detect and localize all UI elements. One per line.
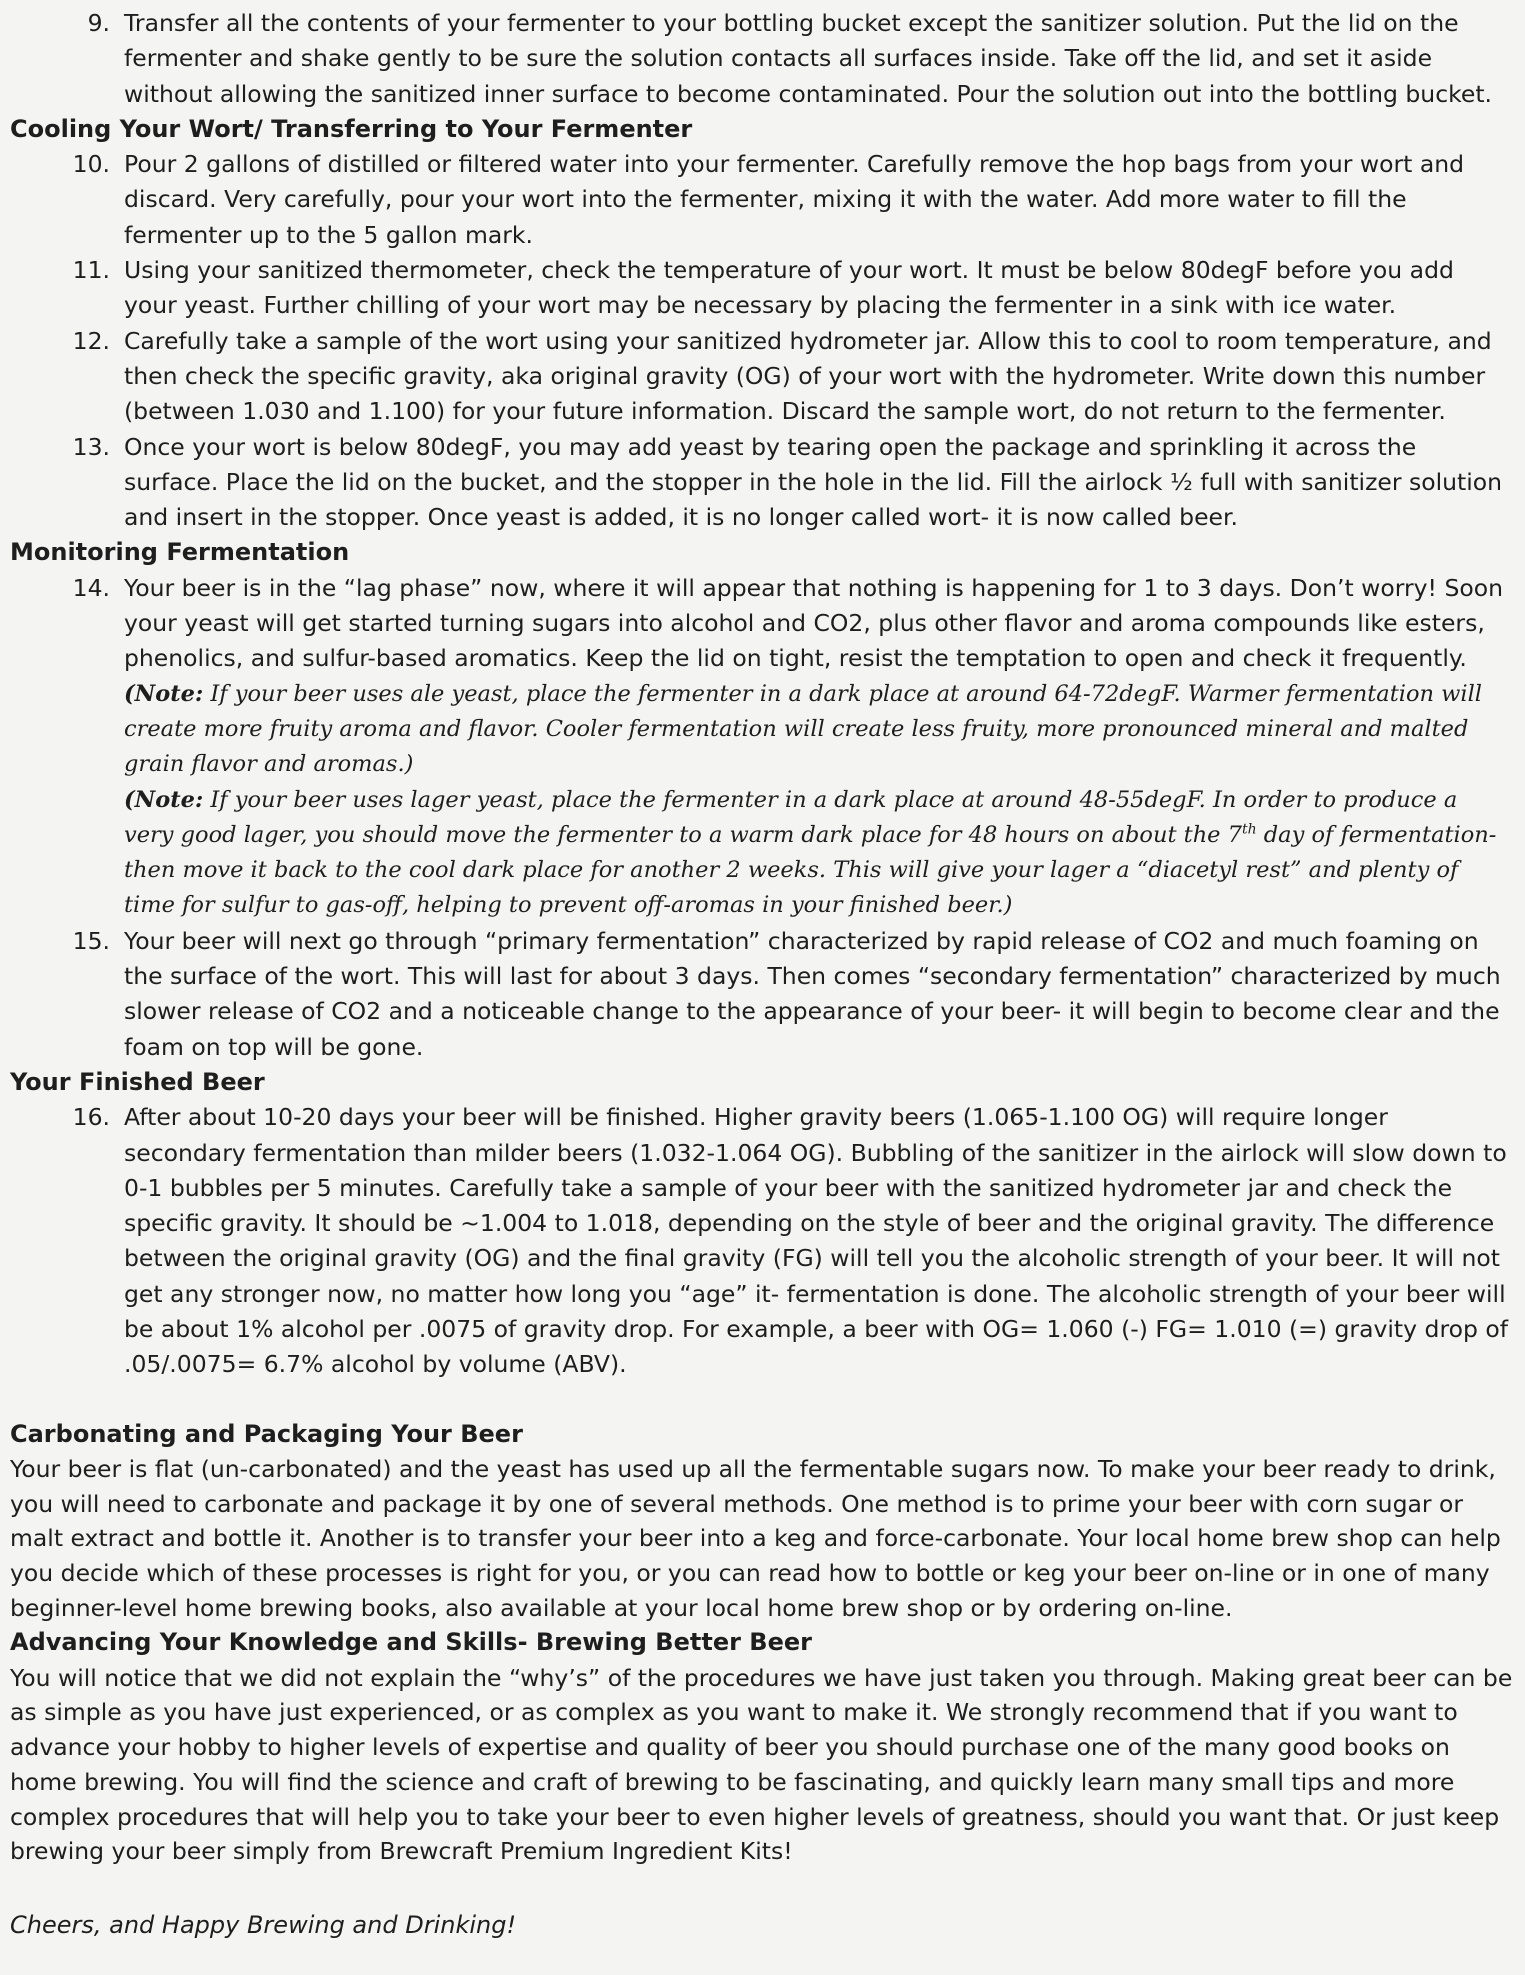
- document-page: [10, 6, 1515, 1943]
- step-number: 12.: [72, 326, 110, 355]
- note-open-paren: (: [124, 680, 135, 707]
- section-heading-monitoring: Monitoring Fermentation: [10, 538, 350, 567]
- closing-line: Cheers, and Happy Brewing and Drinking!: [10, 1910, 517, 1939]
- note-label: Note:: [134, 680, 204, 707]
- section-heading-advancing: Advancing Your Knowledge and Skills- Brewing Better Beer: [10, 1628, 812, 1657]
- step-number: 10.: [72, 150, 110, 179]
- step-text: Transfer all the contents of your fermenter to your bottling bucket except the sanitizer solution. Put the lid on the fermenter and shake gently to be sure the solution contacts all surfaces inside. Take off the lid, and set it aside without allowing the sanitized inner surface to become contaminated. Pour the solution out into the bottling bucket.: [124, 9, 1493, 108]
- step-12: [50, 324, 1515, 430]
- note-text-b: day of fermentation- then move it back to the cool dark place for another 2 weeks. This will give your lager a “diacetyl rest” and plenty of time for sulfur to gas-off, helping to prevent off-aromas in your finished beer.): [124, 821, 1497, 919]
- step-16: [50, 1100, 1515, 1382]
- spacer: [10, 1869, 1515, 1907]
- step-text: Your beer will next go through “primary fermentation” characterized by rapid release of CO2 and much foaming on the surface of the wort. This will last for about 3 days. Then comes “secondary fermentation” characterized by much slower release of CO2 and a noticeable change to the appearance of your beer- it will begin to become clear and the foam on top will be gone.: [124, 926, 1501, 1061]
- step-10: [50, 147, 1515, 253]
- step-body: [124, 571, 1515, 924]
- step-number: 15.: [72, 926, 110, 955]
- step-15: [50, 924, 1515, 1065]
- step-number: 16.: [72, 1103, 110, 1132]
- step-text: Carefully take a sample of the wort using your sanitized hydrometer jar. Allow this to cool to room temperature, and then check the specific gravity, aka original gravity (OG) of your wort with the hydrometer. Write down this number (between 1.030 and 1.100) for your future information. Discard the sample wort, do not return to the fermenter.: [124, 326, 1492, 426]
- step-11: [50, 253, 1515, 324]
- step-14: [50, 571, 1515, 924]
- advancing-paragraph: You will notice that we did not explain the “why’s” of the procedures we have just taken you through. Making great beer can be as simple as you have just experienced, or as complex as you want to make it. We strongly recommend that if you want to advance your hobby to higher levels of expertise and quality of beer you should purchase one of the many good books on home brewing. You will find the science and craft of brewing to be fascinating, and quickly learn many small tips and more complex procedures that will help you to take your beer to even higher levels of greatness, should you want that. Or just keep brewing your beer simply from Brewcraft Premium Ingredient Kits!: [10, 1663, 1513, 1866]
- step-number: 9.: [87, 9, 110, 37]
- step-9: [50, 6, 1515, 112]
- carbonating-paragraph: Your beer is flat (un-carbonated) and the yeast has used up all the fermentable sugars now. To make your beer ready to drink, you will need to carbonate and package it by one of several methods. One method is to prime your beer with corn sugar or malt extract and bottle it. Another is to transfer your beer into a keg and force-carbonate. Your local home brew shop can help you decide which of these processes is right for you, or you can read how to bottle or keg your beer on-line or in one of many beginner-level home brewing books, also available at your local home brew shop or by ordering on-line.: [10, 1454, 1501, 1622]
- section-heading-cooling: Cooling Your Wort/ Transferring to Your Fermenter: [10, 114, 693, 143]
- note-open-paren: (: [124, 786, 135, 813]
- ale-yeast-note: [124, 677, 1509, 783]
- step-text: After about 10-20 days your beer will be finished. Higher gravity beers (1.065-1.100 OG) will require longer secondary fermentation than milder beers (1.032-1.064 OG). Bubbling of the sanitizer in the airlock will slow down to 0-1 bubbles per 5 minutes. Carefully take a sample of your beer with the sanitized hydrometer jar and check the specific gravity. It should be ~1.004 to 1.018, depending on the style of beer and the original gravity. The difference between the original gravity (OG) and the final gravity (FG) will tell you the alcoholic strength of your beer. It will not get any stronger now, no matter how long you “age” it- fermentation is done. The alcoholic strength of your beer will be about 1% alcohol per .0075 of gravity drop. For example, a beer with OG= 1.060 (-) FG= 1.010 (=) gravity drop of .05/.0075= 6.7% alcohol by volume (ABV).: [124, 1103, 1508, 1379]
- ordinal-suffix: th: [1241, 821, 1257, 838]
- step-text: Using your sanitized thermometer, check the temperature of your wort. It must be below 80degF before you add your yeast. Further chilling of your wort may be necessary by placing the fermenter in a sink with ice water.: [124, 256, 1454, 320]
- spacer: [10, 1383, 1515, 1417]
- note-label: Note:: [134, 786, 204, 813]
- step-text: Once your wort is below 80degF, you may add yeast by tearing open the package and sprinkling it across the surface. Place the lid on the bucket, and the stopper in the hole in the lid. Fill the airlock ½ full with sanitizer solution and insert in the stopper. Once yeast is added, it is no longer called wort- it is now called beer.: [124, 432, 1503, 532]
- step-number: 14.: [72, 573, 110, 602]
- step-text: Pour 2 gallons of distilled or filtered water into your fermenter. Carefully remove the hop bags from your wort and discard. Very carefully, pour your wort into the fermenter, mixing it with the water. Add more water to fill the fermenter up to the 5 gallon mark.: [124, 150, 1465, 249]
- step-text: Your beer is in the “lag phase” now, where it will appear that nothing is happening for 1 to 3 days. Don’t worry! Soon your yeast will get started turning sugars into alcohol and CO2, plus other flavor and aroma compounds like esters, phenolics, and sulfur-based aromatics. Keep the lid on tight, resist the temptation to open and check it frequently.: [124, 573, 1504, 673]
- lager-yeast-note: [124, 783, 1509, 924]
- step-number: 11.: [72, 256, 110, 285]
- step-number: 13.: [72, 432, 110, 461]
- note-text-a: If your beer uses lager yeast, place the fermenter in a dark place at around 48-55degF. In order to produce a very good lager, you should move the fermenter to a warm dark place for 48 hours on about the 7: [124, 786, 1458, 848]
- section-heading-carbonating: Carbonating and Packaging Your Beer: [10, 1419, 523, 1448]
- section-heading-finished: Your Finished Beer: [10, 1067, 265, 1096]
- step-13: [50, 430, 1515, 536]
- note-text: If your beer uses ale yeast, place the fermenter in a dark place at around 64-72degF. Warmer fermentation will create more fruity aroma and flavor. Cooler fermentation will create less fruity, more pronounced mineral and malted grain flavor and aromas.): [124, 680, 1482, 778]
